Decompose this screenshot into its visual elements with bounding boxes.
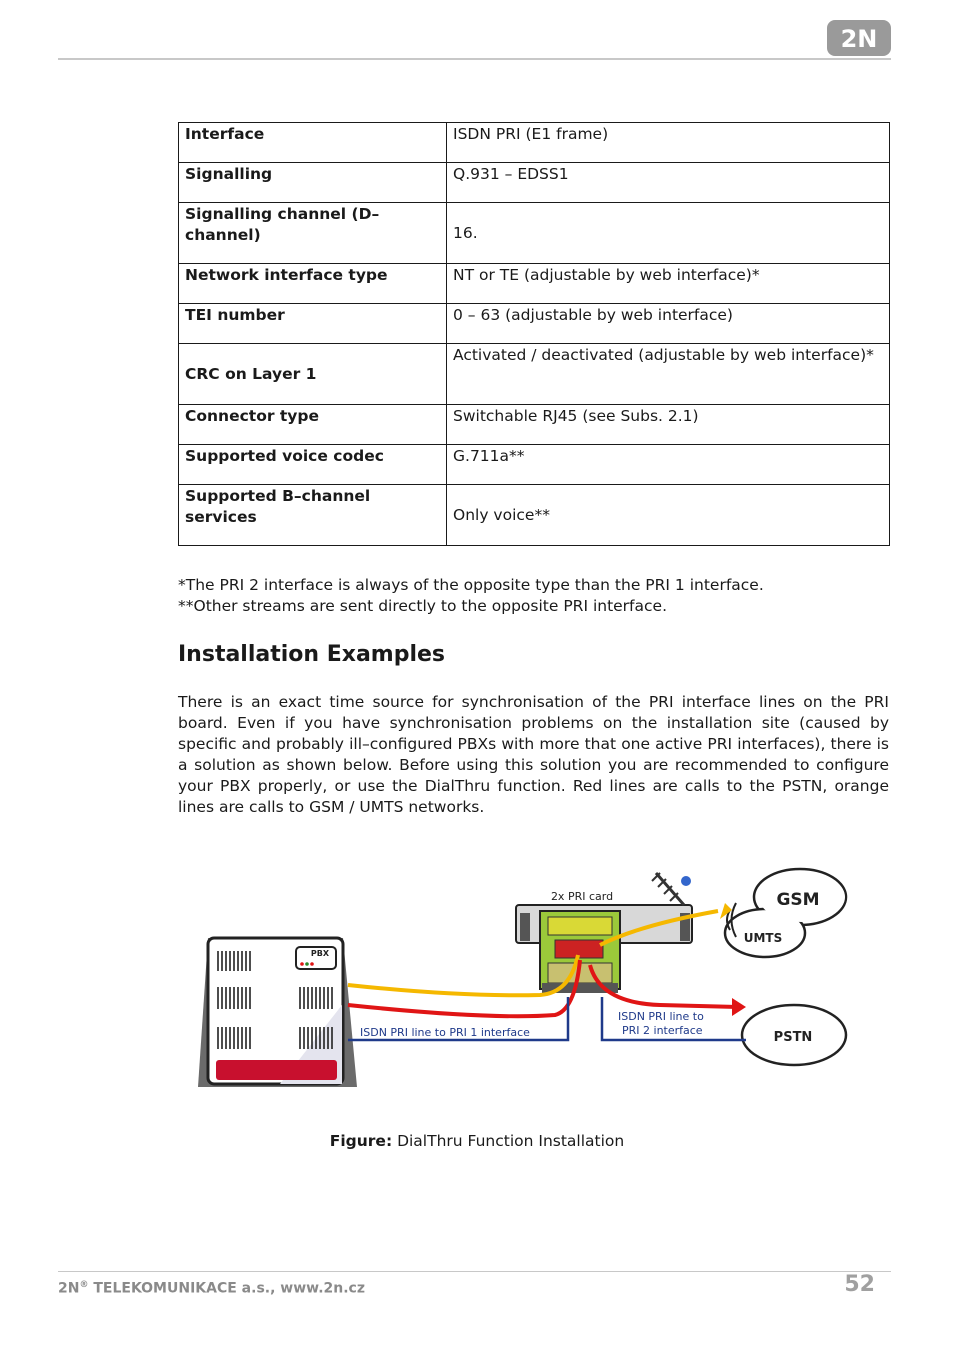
- spec-value: Switchable RJ45 (see Subs. 2.1): [447, 405, 890, 445]
- dialthru-diagram: [190, 855, 870, 1100]
- spec-value: ISDN PRI (E1 frame): [447, 123, 890, 163]
- spec-key: Signalling: [179, 163, 447, 203]
- gsm-label: GSM: [776, 890, 820, 910]
- pbx-label: PBX: [310, 949, 330, 958]
- spec-value: Only voice**: [447, 485, 890, 546]
- footnote-2: **Other streams are sent directly to the opposite PRI interface.: [178, 597, 667, 615]
- table-row: [179, 163, 890, 203]
- pbx-unit: [198, 938, 357, 1087]
- header-divider: [58, 58, 891, 60]
- table-row: [179, 304, 890, 344]
- pri2-line-label-a: ISDN PRI line to: [618, 1010, 704, 1023]
- spec-value: 0 – 63 (adjustable by web interface): [447, 304, 890, 344]
- spec-key: TEI number: [179, 304, 447, 344]
- pstn-cloud: [742, 1005, 846, 1065]
- footer-company: [58, 1280, 365, 1297]
- figure-caption: [0, 1132, 954, 1150]
- spec-key: Interface: [179, 123, 447, 163]
- footnotes: [178, 575, 764, 617]
- spec-key: Network interface type: [179, 264, 447, 304]
- section-heading: Installation Examples: [178, 642, 446, 667]
- umts-label: UMTS: [743, 931, 783, 945]
- pri-card-gateway: [516, 873, 692, 993]
- section-paragraph: There is an exact time source for synchronisation of the PRI interface lines on the PRI board. Even if you have synchronisation problems on the installation site (caused by specific and probably ill–configured PBXs with more that one active PRI interfaces), there is a solution as shown below. Before using this solution you are recommended to configure your PBX properly, or use the DialThru function. Red lines are calls to the PSTN, orange lines are calls to GSM / UMTS networks.: [178, 693, 889, 816]
- spec-key: Supported voice codec: [179, 445, 447, 485]
- spec-value: NT or TE (adjustable by web interface)*: [447, 264, 890, 304]
- card-label: 2x PRI card: [550, 890, 614, 903]
- footnote-1: *The PRI 2 interface is always of the opposite type than the PRI 1 interface.: [178, 576, 764, 594]
- logo-text: 2N: [840, 25, 878, 53]
- spec-value: Activated / deactivated (adjustable by web interface)*: [447, 344, 890, 405]
- registered-mark: ®: [79, 1280, 89, 1290]
- table-row: [179, 203, 890, 264]
- pstn-label: PSTN: [773, 1030, 813, 1045]
- table-row: [179, 123, 890, 163]
- footer-divider: [58, 1271, 891, 1272]
- page-number: 52: [844, 1272, 875, 1297]
- gsm-umts-cloud: [725, 869, 846, 957]
- table-row: [179, 405, 890, 445]
- spec-key: CRC on Layer 1: [179, 344, 447, 405]
- spec-key: Signalling channel (D–channel): [179, 203, 447, 264]
- spec-value: G.711a**: [447, 445, 890, 485]
- pri2-line-label-b: PRI 2 interface: [622, 1024, 703, 1037]
- table-row: [179, 485, 890, 546]
- specification-table: [178, 122, 890, 546]
- footer-text: TELEKOMUNIKACE a.s., www.2n.cz: [88, 1280, 365, 1297]
- brand-logo: [826, 18, 892, 58]
- spec-key: Supported B–channel services: [179, 485, 447, 546]
- caption-text: DialThru Function Installation: [392, 1132, 625, 1150]
- caption-bold: Figure:: [329, 1132, 393, 1150]
- spec-value: Q.931 – EDSS1: [447, 163, 890, 203]
- table-row: [179, 344, 890, 405]
- pri1-line-label: ISDN PRI line to PRI 1 interface: [360, 1026, 530, 1039]
- footer-brand: 2N: [58, 1280, 80, 1297]
- spec-value: 16.: [447, 203, 890, 264]
- spec-key: Connector type: [179, 405, 447, 445]
- table-row: [179, 445, 890, 485]
- table-row: [179, 264, 890, 304]
